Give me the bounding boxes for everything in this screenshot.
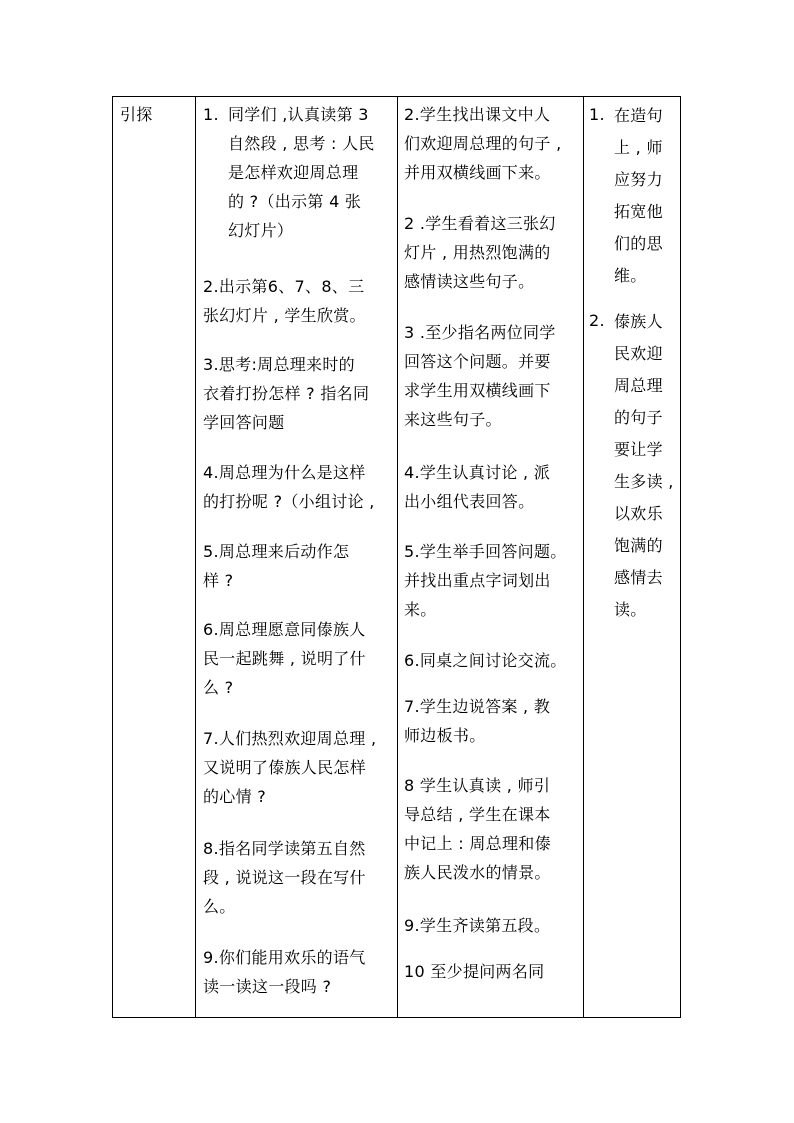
student-item-7: 7.学生边说答案 , 教 师边板书。 — [404, 697, 551, 745]
student-item-4: 4.学生认真讨论 , 派 出小组代表回答。 — [404, 463, 551, 511]
student-item-9: 9.学生齐读第五段。 — [404, 916, 551, 935]
teacher-item-4: 4.周总理为什么是这样 的打扮呢 ?（小组讨论 , — [203, 463, 375, 511]
teacher-item-5: 5.周总理来后动作怎 样 ? — [203, 542, 350, 590]
teacher-item-2: 2.出示第6、7、8、三 张幻灯片 , 学生欣赏。 — [203, 277, 366, 325]
teacher-item-7: 7.人们热烈欢迎周总理 , 又说明了傣族人民怎样 的心情 ? — [203, 729, 377, 806]
note-2-number: 2. — [589, 311, 605, 330]
student-item-1: 2.学生找出课文中人 们欢迎周总理的句子 , 并用双横线画下来。 — [404, 105, 562, 182]
student-item-10: 10 至少提问两名同 — [404, 962, 545, 981]
student-item-3: 3 .至少指名两位同学 回答这个问题。并要 求学生用双横线画下 来这些句子。 — [404, 323, 556, 429]
column-divider-3 — [583, 96, 584, 1018]
student-item-6: 6.同桌之间讨论交流。 — [404, 651, 567, 670]
teacher-item-6: 6.周总理愿意同傣族人 民一起跳舞 , 说明了什 么 ? — [203, 620, 366, 697]
column-divider-2 — [397, 96, 398, 1018]
stage-label: 引探 — [120, 105, 153, 124]
table-right-border — [680, 96, 681, 1018]
table-left-border — [112, 96, 113, 1018]
teacher-item-8: 8.指名同学读第五自然 段 , 说说这一段在写什 么。 — [203, 839, 366, 916]
teacher-item-3: 3.思考:周总理来时的 衣着打扮怎样 ? 指名同 学回答问题 — [203, 355, 370, 432]
student-item-5: 5.学生举手回答问题。 并找出重点字词划出 来。 — [404, 542, 567, 619]
note-2-text: 傣族人 民欢迎 周总理 的句子 要让学 生多读 , 以欢乐 饱满的 感情去 读。 — [614, 312, 674, 619]
note-1-text: 在造句 上 , 师 应努力 拓宽他 们的思 维。 — [614, 106, 663, 285]
student-item-8: 8 学生认真读 , 师引 导总结 , 学生在课本 中记上 : 周总理和傣 族人民泼水的情景。 — [404, 776, 551, 882]
teacher-item-9: 9.你们能用欢乐的语气 读一读这一段吗 ? — [203, 948, 366, 996]
column-divider-1 — [195, 96, 196, 1018]
student-item-2: 2 .学生看着这三张幻 灯片 , 用热烈饱满的 感情读这些句子。 — [404, 214, 556, 291]
note-1-number: 1. — [589, 105, 605, 124]
teacher-item-1-text: 同学们 ,认真读第 3 自然段 , 思考 : 人民 是怎样欢迎周总理 的 ?（出示第 4 张 幻灯片） — [228, 105, 375, 240]
teacher-item-1-number: 1. — [203, 105, 219, 124]
